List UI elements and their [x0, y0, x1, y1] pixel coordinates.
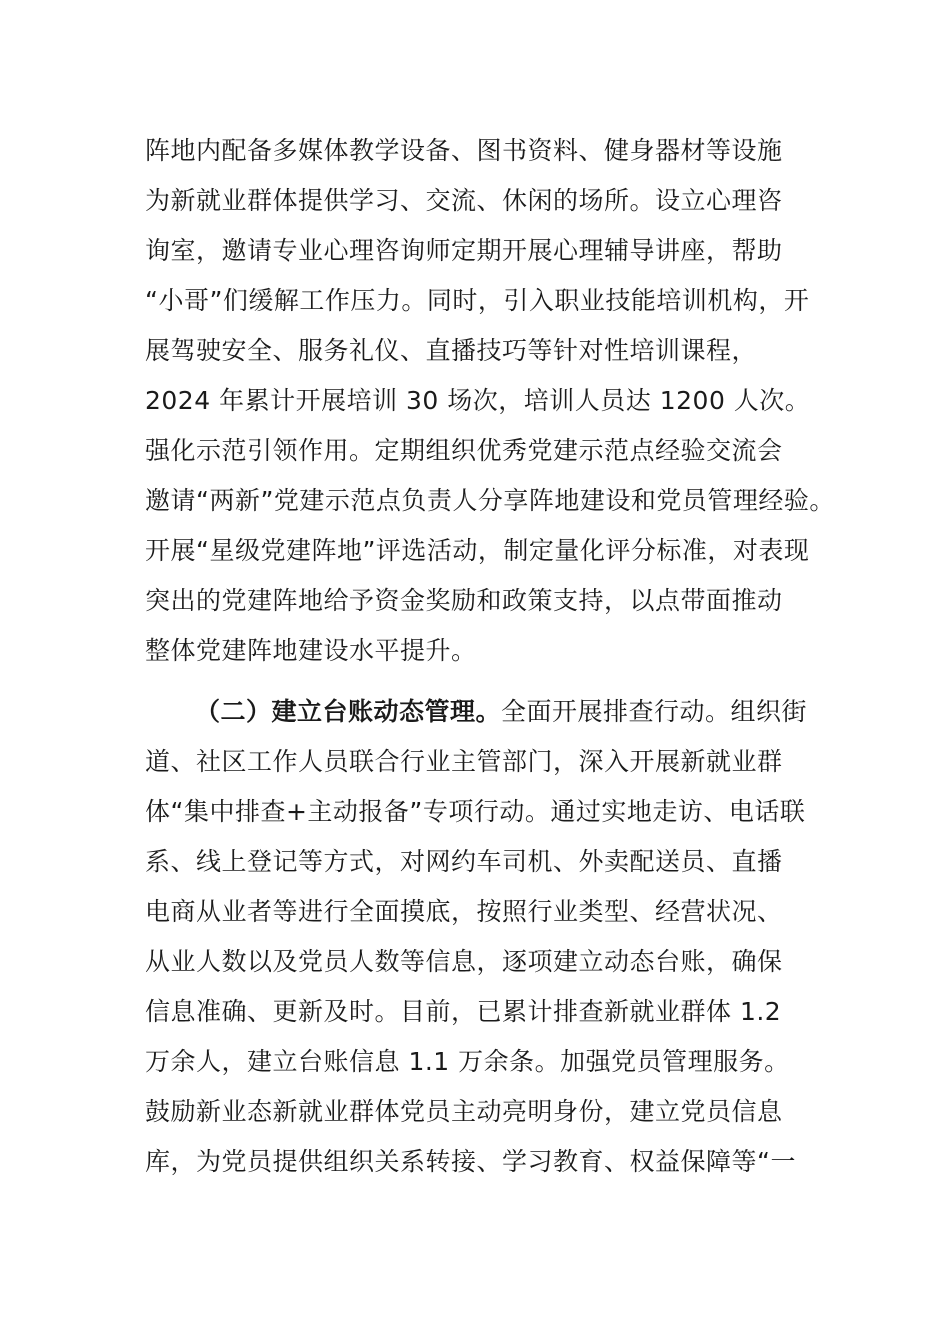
section-heading-line [195, 697, 807, 727]
body-text-line: 突出的党建阵地给予资金奖励和政策支持，以点带面推动 [145, 586, 783, 615]
body-text-line: 系、线上登记等方式，对网约车司机、外卖配送员、直播 [145, 847, 783, 876]
body-text-line: “小哥”们缓解工作压力。同时，引入职业技能培训机构，开 [145, 286, 810, 315]
body-text-line: 电商从业者等进行全面摸底，按照行业类型、经营状况、 [145, 897, 783, 926]
section-heading: （二）建立台账动态管理。 [195, 697, 502, 726]
body-text-line: 从业人数以及党员人数等信息，逐项建立动态台账，确保 [145, 947, 783, 976]
body-text-line: 为新就业群体提供学习、交流、休闲的场所。设立心理咨 [145, 186, 783, 215]
body-text-line: 体“集中排查+主动报备”专项行动。通过实地走访、电话联 [145, 797, 806, 826]
body-text-line: 万余人，建立台账信息 1.1 万余条。加强党员管理服务。 [145, 1047, 790, 1076]
body-text-line: 库，为党员提供组织关系转接、学习教育、权益保障等“一 [145, 1147, 796, 1176]
body-text-line: 强化示范引领作用。定期组织优秀党建示范点经验交流会 [145, 436, 783, 465]
body-text-line: 整体党建阵地建设水平提升。 [145, 636, 477, 665]
body-text-span: 全面开展排查行动。组织街 [501, 697, 808, 726]
body-text-line: 信息准确、更新及时。目前，已累计排查新就业群体 1.2 [145, 997, 782, 1026]
body-text-line: 阵地内配备多媒体教学设备、图书资料、健身器材等设施 [145, 136, 783, 165]
body-text-line: 询室，邀请专业心理咨询师定期开展心理辅导讲座，帮助 [145, 236, 783, 265]
body-text-line: 鼓励新业态新就业群体党员主动亮明身份，建立党员信息 [145, 1097, 783, 1126]
body-text-line: 2024 年累计开展培训 30 场次，培训人员达 1200 人次。 [145, 386, 811, 415]
body-text-line: 道、社区工作人员联合行业主管部门，深入开展新就业群 [145, 747, 783, 776]
body-text-line: 开展“星级党建阵地”评选活动，制定量化评分标准，对表现 [145, 536, 810, 565]
body-text-line: 展驾驶安全、服务礼仪、直播技巧等针对性培训课程， [145, 336, 758, 365]
body-text-line: 邀请“两新”党建示范点负责人分享阵地建设和党员管理经验。 [145, 486, 835, 515]
